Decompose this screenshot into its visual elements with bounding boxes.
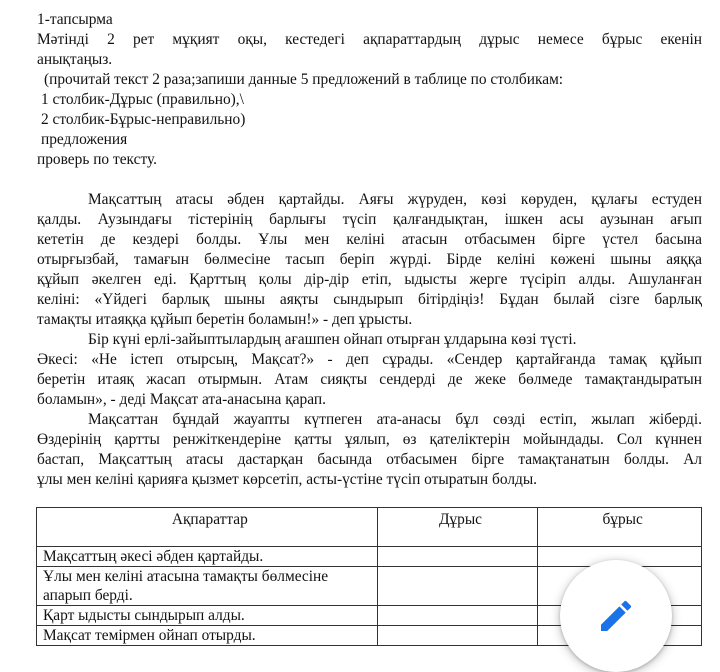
task-number: 1-тапсырма [37,11,113,28]
note-line-4: предложения [41,131,128,148]
story-line: Мақсаттан бұндай жауапты күтпеген ата-анасы бұл сөзді естіп, жылап жіберді. [88,411,702,428]
story-line: құйып әкелген еді. Қарттың қолы дір-дір етіп, ыдысты жерге түсіріп алды. Ашуланған [37,271,702,288]
correct-cell[interactable] [377,606,538,626]
story-line: кететін де кездері болды. Ұлы мен келіні атасын отбасымен бірге үстел басына [37,231,702,248]
header-incorrect: бұрыс [538,508,702,547]
note-line-3: 2 столбик-Бұрыс-неправильно) [41,111,246,128]
instruction-line-2: анықтаңыз. [37,51,113,68]
statement-cell: Мақсаттың әкесі әбден қартайды. [37,547,378,567]
statement-line: Ұлы мен келіні атасына тамақты бөлмесіне [43,568,329,585]
statement-cell: Мақсат темірмен ойнап отырды. [37,626,378,646]
story-line: Өздерінің қартты ренжіткендеріне қатты ұялып, өз қателіктерін мойындады. Сол күннен [37,431,702,448]
header-correct: Дұрыс [377,508,538,547]
note-line-2: 1 столбик-Дұрыс (правильно),\ [41,91,244,108]
story-line: қалды. Аузындағы тістерінің барлығы түсіп қалғандықтан, ішкен асы аузынан ағып [37,211,702,228]
correct-cell[interactable] [377,547,538,567]
story-line: беретін итаяқ жасап отырмын. Атам сияқты сендерді де жеке бөлмеде тамақтандыратын [37,371,702,388]
story-line: келіні: «Үйдегі барлық шыны аяқты сындырып бітірдіңіз! Бұдан былай сізге барлық [37,291,702,308]
story-line: боламын», - деді Мақсат ата-анасына қарап. [37,391,326,408]
edit-fab-button[interactable] [560,560,672,672]
correct-cell[interactable] [377,626,538,646]
instruction-line-1: Мәтінді 2 рет мұқият оқы, кестедегі ақпараттардың дұрыс немесе бұрыс екенін [37,31,702,48]
header-info: Ақпараттар [37,508,378,547]
story-line: тамақты итаяққа құйып беретін боламын!» - деп ұрысты. [37,311,413,328]
story-line: Әкесі: «Не істеп отырсың, Мақсат?» - деп сұрады. «Сендер қартайғанда тамақ құйып [37,351,702,368]
story-line: ұлы мен келіні қарияға қызмет көрсетіп, асты-үстіне түсіп отыратын болды. [37,471,538,488]
pencil-icon [596,596,636,636]
statement-cell: Қарт ыдысты сындырып алды. [37,606,378,626]
table-header-row [37,508,702,547]
note-line-5: проверь по тексту. [37,151,157,168]
statement-cell [37,567,378,606]
story-line: отырғызбай, тамағын бөлмесіне тасып беріп жүрді. Бірде келіні көжені шыны аяққа [37,251,702,268]
statement-line: апарып берді. [43,587,133,604]
story-line: бастап, Мақсаттың атасы дастарқан басында отбасымен бірге тамақтанатын болды. Ал [37,451,702,468]
story-line: Бір күні ерлі-зайыптылардың ағашпен ойнап отырған ұлдарына көзі түсті. [88,331,577,348]
story-line: Мақсаттың атасы әбден қартайды. Аяғы жүруден, көзі көруден, құлағы естуден [88,191,702,208]
correct-cell[interactable] [377,567,538,606]
note-line-1: (прочитай текст 2 раза;запиши данные 5 предложений в таблице по столбикам: [44,71,564,88]
